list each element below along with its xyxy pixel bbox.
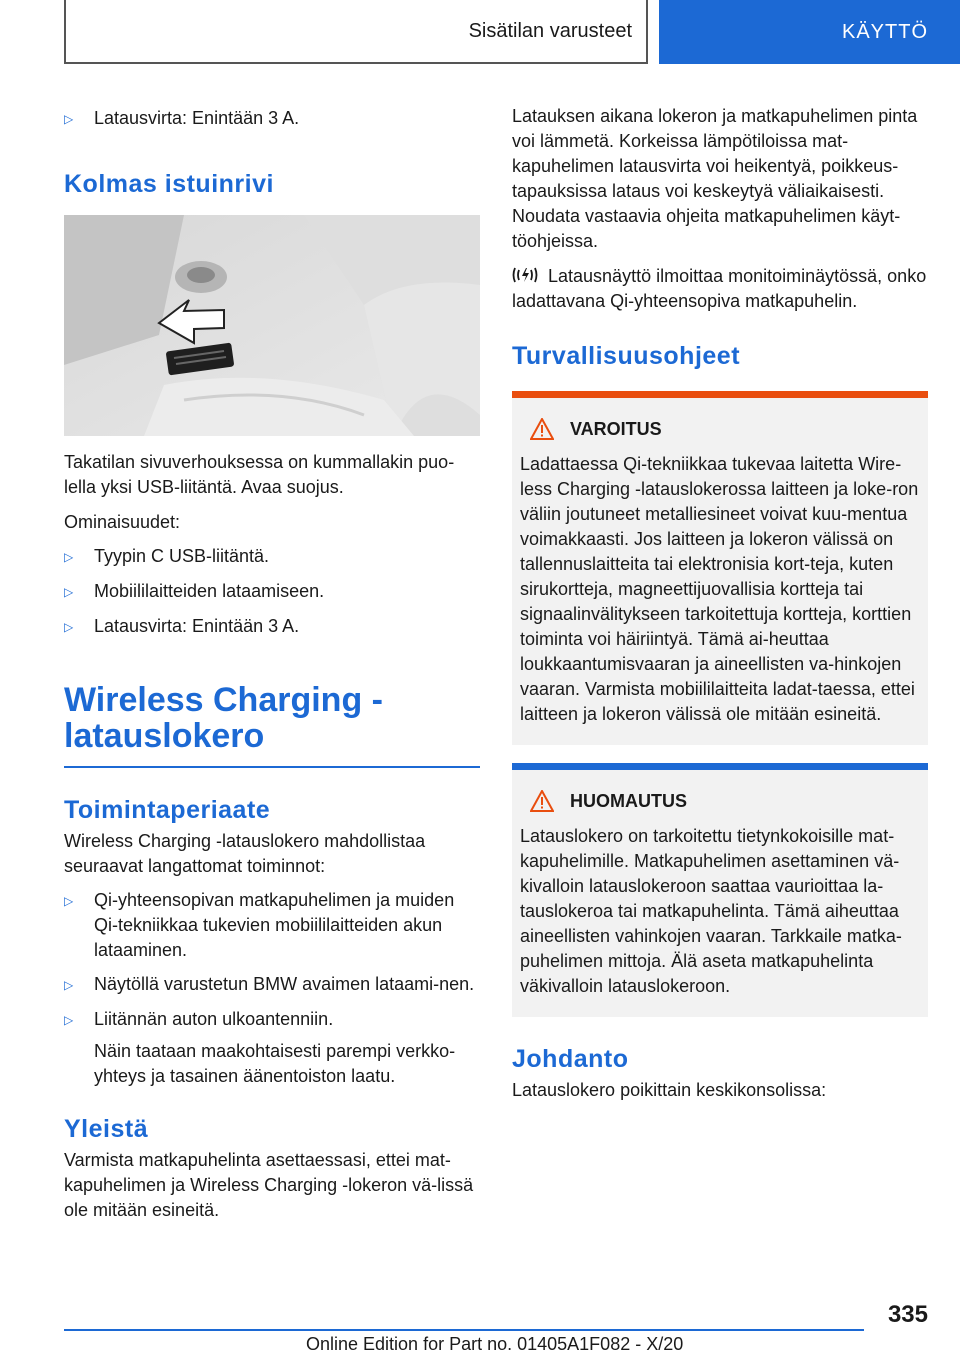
bullet-triangle-icon: ▷ (64, 1013, 74, 1027)
bullet-triangle-icon: ▷ (64, 550, 74, 564)
bullet-triangle-icon: ▷ (64, 894, 74, 908)
heading-third-row: Kolmas istuinrivi (64, 170, 274, 198)
page-number: 335 (887, 1301, 928, 1328)
bullet-triangle-icon: ▷ (64, 112, 74, 126)
list-item: ▷ Tyypin C USB-liitäntä. (64, 544, 480, 570)
heat-paragraph: Latauksen aikana lokeron ja matkapuhelimen pinta voi lämmetä. Korkeissa lämpötiloissa mat‐kapuhelimen latausvirta voi heikentyä, poikkeus‐tapauksissa lataus voi keskeytyä väliaikaisesti. Noudata vastaavia ohjeita matkapuhelimen käyt‐töohjeissa. (512, 106, 918, 251)
header-section-title (64, 0, 648, 64)
wireless-charging-icon (512, 265, 538, 285)
warning-text: Ladattaessa Qi-tekniikkaa tukevaa laitetta Wire‐less Charging -latauslokerossa laitteen ja loke‐ron väliin joutuneet metalliesineet voivat kuu‐mentua voimakkaasti. Jos laitteen ja lokeron välissä on tallennuslaitteita tai elektronisia kort‐teja, kuten sirukortteja, magneettijuovallisia kortteja tai signaalinvälitykseen tarkoitettuja kortteja, korttien toiminta voi häiriintyä. Tämä ai‐heuttaa loukkaantumisvaaran ja aineellisten va‐hinkojen vaaran. Varmista mobiililaitteita ladat‐taessa, ettei laitteen ja lokeron välissä ole mitään esineitä. (520, 454, 919, 724)
list-item: ▷ Näytöllä varustetun BMW avaimen lataami‐nen. (64, 972, 480, 998)
list-item: ▷ Qi-yhteensopivan matkapuhelimen ja muiden Qi-tekniikkaa tukevien mobiililaitteiden akun lataaminen. (64, 888, 480, 963)
bullet-triangle-icon: ▷ (64, 978, 74, 992)
bullet-triangle-icon: ▷ (64, 585, 74, 599)
bullet-triangle-icon: ▷ (64, 620, 74, 634)
notice-text: Latauslokero on tarkoitettu tietynkokoisille mat‐kapuhelimille. Matkapuhelimen asettaminen vä‐kivalloin latauslokeroon saattaa vaurioittaa la‐tauslokeroa tai matkapuhelinta. Tämä aiheuttaa aineellisten vahinkojen vaaran. Tarkkaile matka‐puhelimen mittoja. Älä aseta matkapuhelinta väkivalloin latauslokeroon. (520, 826, 902, 996)
warning-triangle-icon (530, 418, 554, 440)
warning-box (512, 391, 928, 745)
heading-principle: Toimintaperiaate (64, 796, 271, 824)
list-item: ▷ Latausvirta: Enintään 3 A. (64, 106, 480, 132)
chapter-title: KÄYTTÖ (841, 20, 928, 43)
warning-triangle-icon (530, 790, 554, 812)
features-label: Ominaisuudet: (64, 512, 181, 532)
left-column (64, 98, 480, 1223)
notice-box (512, 763, 928, 1017)
antenna-note: Näin taataan maakohtaisesti parempi verkko‐yhteys ja tasainen äänentoiston laatu. (94, 1041, 456, 1086)
heading-safety: Turvallisuusohjeet (512, 342, 741, 370)
heading-rule (64, 766, 480, 768)
header-chapter-tab (659, 0, 960, 64)
footer-rule (64, 1329, 864, 1331)
principle-paragraph: Wireless Charging -latauslokero mahdollistaa seuraavat langattomat toiminnot: (64, 831, 426, 876)
footer-edition: Online Edition for Part no. 01405A1F082 - X/20 (306, 1334, 684, 1354)
third-row-paragraph: Takatilan sivuverhouksessa on kummallakin puo‐lella yksi USB-liitäntä. Avaa suojus. (64, 452, 455, 497)
heading-general: Yleistä (64, 1115, 149, 1143)
list-item: ▷ Latausvirta: Enintään 3 A. (64, 614, 480, 640)
third-row-usb-photo (64, 215, 480, 436)
general-paragraph: Varmista matkapuhelinta asettaessasi, ettei mat‐kapuhelimen ja Wireless Charging -lokeron vä‐lissä ole mitään esineitä. (64, 1150, 474, 1220)
section-title: Sisätilan varusteet (468, 19, 632, 42)
list-item: ▷ Liitännän auton ulkoantenniin. (64, 1007, 480, 1033)
notice-heading: HUOMAUTUS (530, 790, 920, 812)
intro-paragraph: Latauslokero poikittain keskikonsolissa: (512, 1080, 827, 1100)
heading-intro: Johdanto (512, 1045, 629, 1073)
list-item: ▷ Mobiililaitteiden lataamiseen. (64, 579, 480, 605)
display-paragraph: Latausnäyttö ilmoittaa monitoiminäytössä, onko ladattavana Qi-yhteensopiva matkapuhelin. (512, 266, 927, 311)
warning-heading: VAROITUS (530, 418, 920, 440)
right-column (512, 98, 928, 1103)
heading-wireless-charging: Wireless Charging -latauslokero (64, 681, 383, 755)
